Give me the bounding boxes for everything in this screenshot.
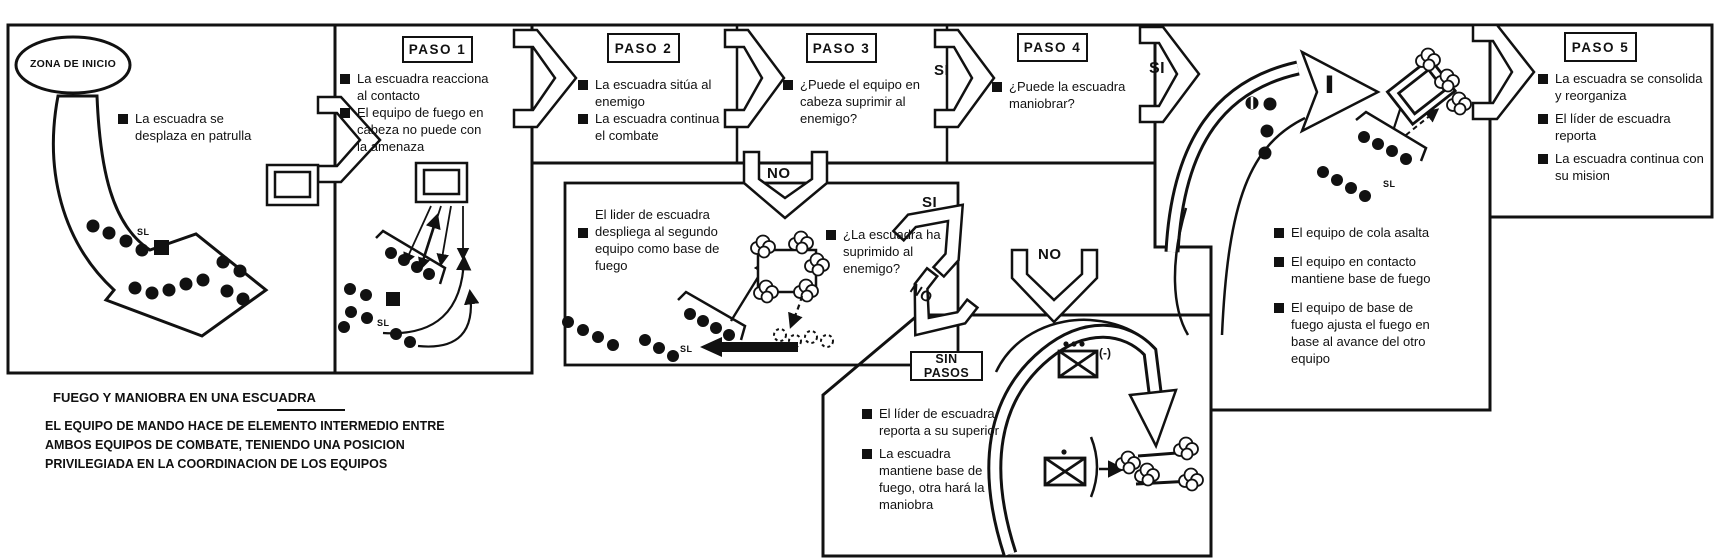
bullet-item: La escuadra mantiene base de fuego, otra hará la maniobra: [862, 445, 1014, 513]
bullet-item: El equipo de fuego en cabeza no puede con la amenaza: [340, 104, 489, 155]
paso2-bullets: [578, 76, 725, 144]
start-zone-title: ZONA DE INICIO: [29, 58, 117, 70]
si-label: SI: [1149, 60, 1166, 77]
caption-overline: [277, 409, 345, 411]
incoming-fire-arrows: [405, 206, 463, 268]
minus-strength-label: (-): [1099, 346, 1111, 360]
paso5-bullets: [1538, 70, 1705, 184]
paso4-title: PASO 4: [1017, 33, 1088, 62]
diagram-caption-body: [45, 417, 445, 474]
bullet-item: El equipo de cola asalta: [1274, 224, 1446, 241]
assault-arrow-head: [1302, 52, 1378, 131]
squad-symbol: [1045, 458, 1085, 485]
platoon-size-dots: [1063, 341, 1084, 346]
start-zone-bullets: [118, 110, 260, 144]
asalto-bullets: [1274, 224, 1446, 367]
paso1-title: PASO 1: [402, 36, 473, 63]
paso3-title: PASO 3: [806, 33, 877, 63]
bullet-item: La escuadra continua con su mision: [1538, 150, 1705, 184]
no-label: NO: [767, 165, 791, 182]
flow-arrow-paso2-to-paso3: [725, 30, 784, 127]
target-objective-icon: [1116, 438, 1203, 491]
squad-dots: [562, 308, 735, 362]
no-label: NO: [1038, 246, 1062, 263]
enemy-mg-icon: [267, 165, 318, 205]
bullet-item: La escuadra reacciona al contacto: [340, 70, 489, 104]
return-fire-arrows: [383, 216, 471, 347]
bullet-item: ¿Puede el equipo en cabeza suprimir al enemigo?: [783, 76, 920, 127]
platoon-symbol: [1059, 351, 1097, 377]
flow-arrow-paso1-to-paso2: [514, 30, 576, 127]
caption-line: EL EQUIPO DE MANDO HACE DE ELEMENTO INTERMEDIO ENTRE: [45, 419, 445, 433]
squad-leader-label: SL: [137, 227, 150, 237]
bullet-item: La escuadra sitúa al enemigo: [578, 76, 725, 110]
paso4-bullets: [992, 78, 1129, 112]
paso5-title: PASO 5: [1564, 32, 1637, 62]
planned-move-arrow: [791, 296, 802, 326]
no-label: NO: [906, 280, 936, 308]
caption-line: AMBOS EQUIPOS DE COMBATE, TENIENDO UNA POSICION: [45, 438, 405, 452]
start-zone-drawing: [16, 37, 318, 336]
squad-leader-label: SL: [377, 318, 390, 328]
flow-arrow-no-down-diagonal: [890, 268, 977, 355]
bullet-item: El equipo en contacto mantiene base de fuego: [1274, 253, 1446, 287]
paso2-title: PASO 2: [607, 33, 680, 63]
bracket: [1091, 437, 1097, 497]
bullet-item: ¿Puede la escuadra maniobrar?: [992, 78, 1129, 112]
maneuver-arrow-head: [1130, 390, 1176, 446]
bullet-item: La escuadra se desplaza en patrulla: [118, 110, 260, 144]
bullet-item: La escuadra se consolida y reorganiza: [1538, 70, 1705, 104]
bullet-item: El equipo de base de fuego ajusta el fuego en base al avance del otro equipo: [1274, 299, 1446, 367]
suppressed-question: [826, 226, 948, 277]
squad-leader-square: [386, 292, 400, 306]
si-label: SI: [922, 194, 938, 211]
squad-leader-square: [154, 240, 169, 255]
sin-pasos-title: SIN PASOS: [910, 351, 983, 381]
bullet-item: El líder de escuadra reporta a su superior: [862, 405, 1014, 439]
bullet-item: El líder de escuadra reporta: [1538, 110, 1705, 144]
diagram-caption-title: FUEGO Y MANIOBRA EN UNA ESCUADRA: [53, 390, 316, 405]
enemy-mg-icon: [416, 163, 467, 202]
bullet-item: ¿La escuadra ha suprimido al enemigo?: [826, 226, 948, 277]
sin-pasos-bullets: [862, 405, 1014, 513]
paso3-bullets: [783, 76, 920, 127]
paso1-bullets: [340, 70, 489, 155]
squad-leader-label: SL: [1383, 179, 1396, 189]
base-de-fuego-bullets: [578, 206, 730, 274]
bullet-item: La escuadra continua el combate: [578, 110, 725, 144]
squad-leader-label: SL: [680, 344, 693, 354]
unit-size-marker: I: [1324, 71, 1335, 99]
flow-arrow-asalto-to-paso5: [1473, 25, 1534, 119]
squad-size-dot: [1061, 449, 1066, 454]
bullet-square-icon: [118, 114, 128, 124]
si-label: SI: [934, 62, 950, 79]
paso1-drawing: [338, 163, 471, 348]
firing-line: [376, 231, 445, 284]
caption-line: PRIVILEGIADA EN LA COORDINACION DE LOS EQUIPOS: [45, 457, 388, 471]
bullet-item: El lider de escuadra despliega al segundo equipo como base de fuego: [578, 206, 730, 274]
